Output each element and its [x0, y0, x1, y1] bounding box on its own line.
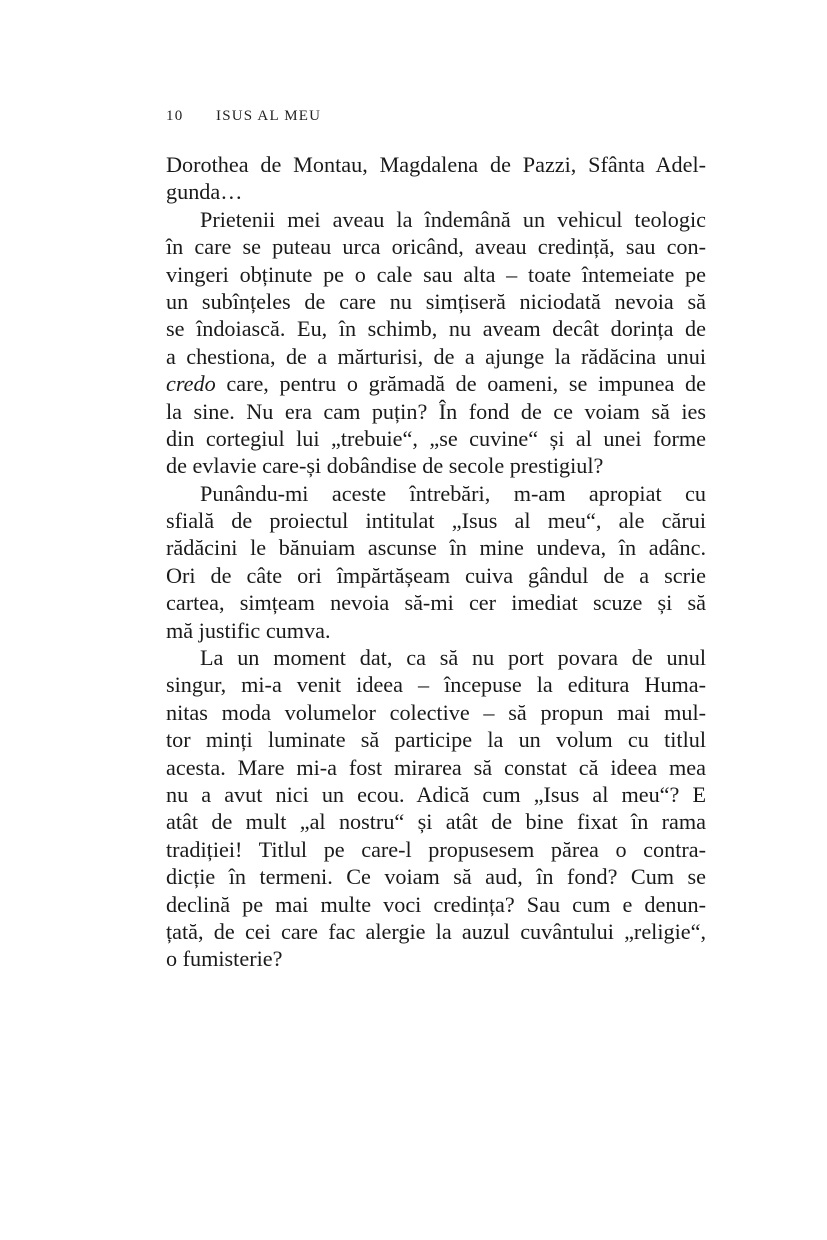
text-line: tradiției! Titlul pe care-l propusesem părea o contra- — [166, 836, 706, 862]
text-line: La un moment dat, ca să nu port povara de unul — [200, 645, 706, 671]
text-line: rădăcini le bănuiam ascunse în mine undeva, în adânc. — [166, 535, 706, 561]
running-head — [166, 108, 321, 125]
text-line: nu a avut nici un ecou. Adică cum „Isus al meu“? E — [166, 781, 706, 807]
text-line: din cortegiul lui „trebuie“, „se cuvine“ și al unei forme — [166, 425, 706, 451]
text-line: gunda… — [166, 179, 243, 205]
text-line: singur, mi-a venit ideea – începuse la editura Huma- — [166, 672, 706, 698]
text-line: nitas moda volumelor colective – să propun mai mul- — [166, 699, 706, 725]
italic-word: credo — [166, 371, 216, 397]
text-line: la sine. Nu era cam puțin? În fond de ce voiam să ies — [166, 398, 706, 424]
text-line: de evlavie care-și dobândise de secole prestigiul? — [166, 453, 604, 479]
text-line: declină pe mai multe voci credința? Sau cum e denun- — [166, 891, 706, 917]
text-line: atât de mult „al nostru“ și atât de bine fixat în rama — [166, 809, 706, 835]
page-number: 10 — [166, 108, 184, 124]
text-line: Ori de câte ori împărtășeam cuiva gândul de a scrie — [166, 562, 706, 588]
text-line: a chestiona, de a mărturisi, de a ajunge la rădăcina unui — [166, 343, 706, 369]
text-line: un subînțeles de care nu simțiseră niciodată nevoia să — [166, 288, 706, 314]
text-line: se îndoiască. Eu, în schimb, nu aveam decât dorința de — [166, 316, 706, 342]
text-line: sfială de proiectul intitulat „Isus al meu“, ale cărui — [166, 508, 706, 534]
text-line-rest: care, pentru o grămadă de oameni, se impunea de — [215, 371, 706, 397]
text-line: Dorothea de Montau, Magdalena de Pazzi, Sfânta Adel- — [166, 152, 706, 177]
text-line: țată, de cei care fac alergie la auzul cuvântului „religie“, — [166, 918, 706, 944]
text-line: cartea, simțeam nevoia să-mi cer imediat scuze și să — [166, 590, 706, 616]
text-line: mă justific cumva. — [166, 617, 331, 643]
text-line: Prietenii mei aveau la îndemână un vehicul teologic — [200, 206, 706, 232]
text-line: o fumisterie? — [166, 946, 283, 972]
text-line: acesta. Mare mi-a fost mirarea să constat că ideea mea — [166, 754, 706, 780]
book-title: ISUS AL MEU — [216, 108, 322, 124]
text-line: Punându-mi aceste întrebări, m-am apropiat cu — [200, 480, 706, 506]
text-line: dicție în termeni. Ce voiam să aud, în fond? Cum se — [166, 864, 706, 890]
text-line: vingeri obținute pe o cale sau alta – toate întemeiate pe — [166, 261, 706, 287]
text-line-with-italic — [166, 370, 706, 397]
body-text — [166, 151, 706, 973]
text-line: în care se puteau urca oricând, aveau credință, sau con- — [166, 234, 706, 260]
text-line: tor minți luminate să participe la un volum cu titlul — [166, 727, 706, 753]
